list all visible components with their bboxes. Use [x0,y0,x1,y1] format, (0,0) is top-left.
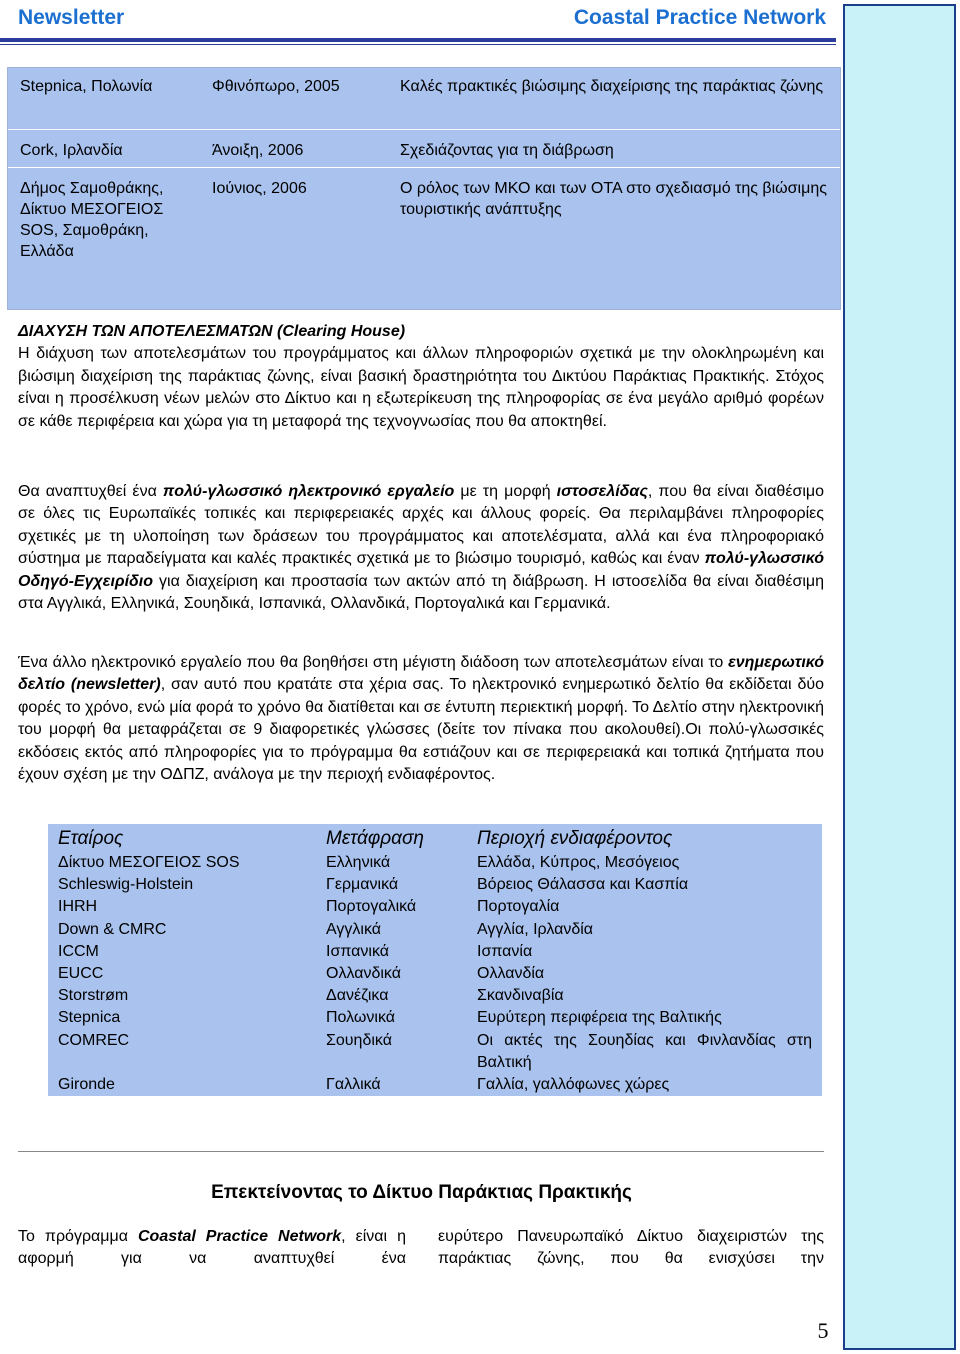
partner-cell: Δίκτυο ΜΕΣΟΓΕΙΟΣ SOS [58,854,240,871]
region-cell: Γαλλία, γαλλόφωνες χώρες [477,1076,670,1094]
event-date: Φθινόπωρο, 2005 [212,78,340,95]
website-paragraph [18,481,824,615]
event-date: Άνοιξη, 2006 [212,142,304,159]
column-header: Μετάφραση [326,828,424,849]
region-cell: Σκανδιναβία [477,987,564,1005]
translation-cell: Πολωνικά [326,1009,396,1027]
partners-table [48,824,822,1096]
region-cell: Αγγλία, Ιρλανδία [477,920,594,938]
newsletter-paragraph [18,652,824,786]
events-row [8,168,840,309]
column-header: Περιοχή ενδιαφέροντος [477,828,673,849]
partner-cell: Gironde [58,1076,115,1094]
partner-cell: IHRH [58,898,98,916]
column-header: Εταίρος [58,828,124,849]
translation-cell: Ελληνικά [326,854,391,871]
region-cell: Ισπανία [477,942,533,960]
table-row [48,919,822,941]
region-cell: Ευρύτερη περιφέρεια της Βαλτικής [477,1009,722,1027]
paragraph-text: , που θα είναι διαθέσιμο σε όλες τις Ευρωπαϊκές τοπικές και περιφερειακές αρχές και άλλους φορείς. Θα περιλαμβάνει πληροφορίες σχετικές με τη υλοποίηση των δράσεων του προγράμματος και αποτελέσματα, αλλά και ένα πληροφοριακό σύστημα με παραδείγματα και καλές πρακτικές σχετικά με το βιώσιμο τουρισμό, καθώς και έναν [18,483,825,568]
translation-cell: Αγγλικά [326,920,381,938]
emphasis-text: ιστοσελίδας [556,483,648,500]
partner-cell: Storstrøm [58,987,129,1005]
event-topic: Ο ρόλος των ΜΚΟ και των ΟΤΑ στο σχεδιασμό της βιώσιμης τουριστικής ανάπτυξης [400,180,827,218]
section-divider [18,1151,824,1152]
emphasis-text: πολύ-γλωσσικό Οδηγό-Εγχειρίδιο [18,550,824,590]
paragraph-text: Το πρόγραμμα [18,1228,138,1245]
table-row [48,874,822,896]
event-date: Ιούνιος, 2006 [212,180,307,197]
region-cell: Πορτογαλία [477,898,560,916]
network-expansion-heading: Επεκτείνοντας το Δίκτυο Παράκτιας Πρακτικής [211,1182,632,1203]
paragraph-text: , είναι η αφορμή για να αναπτυχθεί ένα [18,1228,406,1268]
section-title: ΔΙΑΧΥΣΗ ΤΩΝ ΑΠΟΤΕΛΕΣΜΑΤΩΝ (Clearing House) [18,323,406,340]
translation-cell: Δανέζικα [326,987,389,1005]
region-cell: Ολλανδία [477,965,545,983]
paragraph-text: με τη μορφή [454,483,557,500]
translation-cell: Ολλανδικά [326,965,401,983]
partner-cell: Schleswig-Holstein [58,876,194,894]
event-topic: Καλές πρακτικές βιώσιμης διαχείρισης της παράκτιας ζώνης [400,78,824,95]
region-cell: Βόρειος Θάλασσα και Κασπία [477,876,689,894]
paragraph-text: Θα αναπτυχθεί ένα [18,483,163,500]
table-row [48,963,822,985]
paragraph-text: Ένα άλλο ηλεκτρονικό εργαλείο που θα βοηθήσει στη μέγιστη διάδοση των αποτελεσμάτων είναι το [18,654,729,671]
translation-cell: Πορτογαλικά [326,898,417,916]
table-row [48,852,822,874]
translation-cell: Σουηδικά [326,1031,392,1049]
event-topic: Σχεδιάζοντας για τη διάβρωση [400,142,614,159]
emphasis-text: Coastal Practice Network [137,1228,342,1245]
events-row [8,130,840,168]
partner-cell: Stepnica [58,1009,121,1027]
partner-cell: Down & CMRC [58,920,167,938]
clearing-house-section [18,321,824,433]
translation-cell: Ισπανικά [326,942,389,960]
partner-cell: ICCM [58,942,99,960]
table-row [48,941,822,963]
text-column-left [18,1226,406,1271]
events-row [8,68,840,130]
table-header-row [48,824,822,852]
translation-cell: Γερμανικά [326,876,399,894]
table-row [48,985,822,1007]
events-table [7,67,841,310]
table-row [48,1030,822,1074]
page-number: 5 [817,1318,829,1343]
decorative-side-bar [843,4,956,1350]
header-divider-thin [0,44,836,45]
text-column-right: ευρύτερο Πανευρωπαϊκό Δίκτυο διαχειριστών της παράκτιας ζώνης, που θα ενισχύσει την [438,1228,824,1268]
region-cell: Ελλάδα, Κύπρος, Μεσόγειος [477,854,680,871]
table-row [48,896,822,918]
partner-cell: EUCC [58,965,104,983]
event-place: Stepnica, Πολωνία [20,78,153,95]
table-row [48,1074,822,1096]
event-place: Δήμος Σαμοθράκης, Δίκτυο ΜΕΣΟΓΕΙΟΣ SOS, Σαμοθράκη, Ελλάδα [20,180,164,260]
translation-cell: Γαλλικά [326,1076,381,1094]
section-body: Η διάχυση των αποτελεσμάτων του προγράμματος και άλλων πληροφοριών σχετικά με την ολοκληρωμένη και βιώσιμη διαχείριση της παράκτιας ζώνης, είναι βασική δραστηριότητα του Δικτύου Παράκτιας Πρακτικής. Στόχος είναι η προσέλκυση νέων μελών στο Δίκτυο και η εξωτερίκευση της πληροφορίας σε ένα μεγάλο αριθμό φορέων σε κάθε περιφέρεια και χώρα για τη μεταφορά της τεχνογνωσίας που θα αποκτηθεί. [18,345,824,430]
newsletter-header-title: Newsletter [18,6,125,29]
emphasis-text: ενημερωτικό δελτίο (newsletter) [18,654,824,694]
region-cell: Οι ακτές της Σουηδίας και Φινλανδίας στη Βαλτική [477,1031,812,1071]
paragraph-text: , σαν αυτό που κρατάτε στα χέρια σας. Το ηλεκτρονικό ενημερωτικό δελτίο θα εκδίδεται δύο φορές το χρόνο, ενώ μία φορά το χρόνο θα διατίθεται και σε έντυπη περιεκτική μορφή. Το Δελτίο στην ηλεκτρονική του μορφή θα μεταφράζεται σε 9 διαφορετικές γλώσσες (δείτε τον πίνακα που ακολουθεί).Οι πολύ-γλωσσικές εκδόσεις εκτός από πληροφορίες για το πρόγραμμα θα εστιάζουν και σε περιφερειακά και τοπικά ζητήματα που έχουν σχέση με την ΟΔΠΖ, ανάλογα με την περιοχή ενδιαφέροντος. [18,676,824,784]
header-divider [0,38,836,42]
network-header-title: Coastal Practice Network [573,6,826,29]
partner-cell: COMREC [58,1031,130,1049]
table-row [48,1007,822,1029]
event-place: Cork, Ιρλανδία [20,142,123,159]
emphasis-text: πολύ-γλωσσικό ηλεκτρονικό εργαλείο [162,483,455,500]
paragraph-text: για διαχείριση και προστασία των ακτών από τη διάβρωση. Η ιστοσελίδα θα είναι διαθέσιμη στα Αγγλικά, Ελληνικά, Σουηδικά, Ισπανικά, Ολλανδικά, Πορτογαλικά και Γερμανικά. [18,572,824,613]
